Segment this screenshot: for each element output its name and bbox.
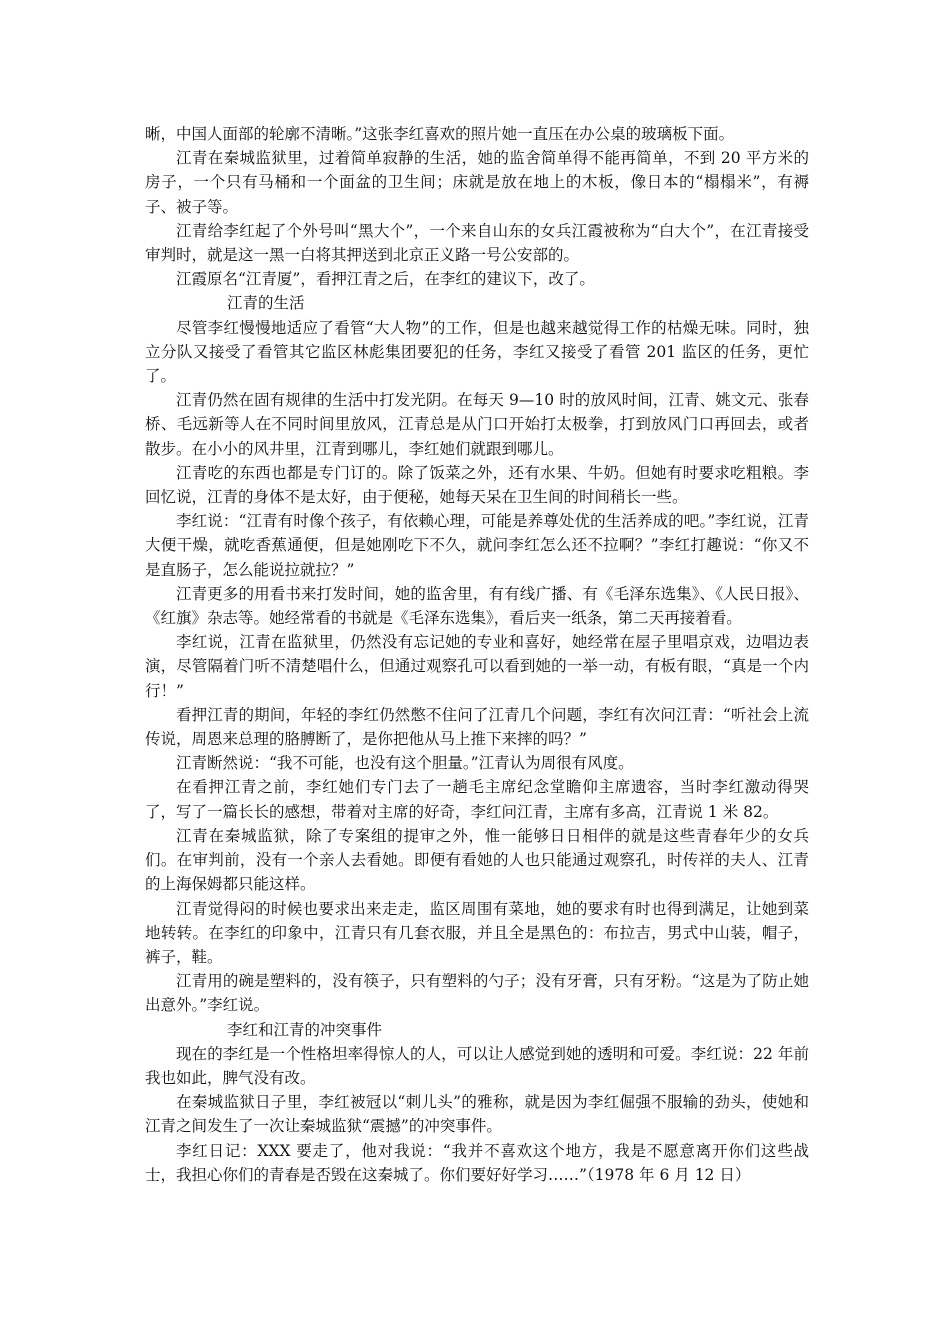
section-heading: 江青的生活: [227, 294, 305, 313]
body-paragraph: 在看押江青之前，李红她们专门去了一趟毛主席纪念堂瞻仰主席遗容，当时李红激动得哭了，写了一篇长长的感想，带着对主席的好奇，李红问江青，主席有多高，江青说 1 米 82。: [145, 778, 809, 821]
body-paragraph: 江青吃的东西也都是专门订的。除了饭菜之外，还有水果、牛奶。但她有时要求吃粗粮。李回忆说，江青的身体不是太好，由于便秘，她每天呆在卫生间的时间稍长一些。: [145, 463, 809, 507]
body-paragraph: 江霞原名“江青厦”，看押江青之后，在李红的建议下，改了。: [176, 270, 595, 289]
body-paragraph: 晰，中国人面部的轮廓不清晰。”这张李红喜欢的照片她一直压在办公桌的玻璃板下面。: [145, 125, 735, 143]
body-paragraph: 看押江青的期间，年轻的李红仍然憋不住问了江青几个问题，李红有次问江青：“听社会上流传说，周恩来总理的胳膊断了，是你把他从马上推下来摔的吗？”: [145, 705, 809, 749]
body-paragraph: 在秦城监狱日子里，李红被冠以“刺儿头”的雅称，就是因为李红倔强不服输的劲头，使她和江青之间发生了一次让秦城监狱“震撼”的冲突事件。: [145, 1093, 809, 1136]
section-heading: 李红和江青的冲突事件: [227, 1020, 383, 1039]
body-paragraph: 尽管李红慢慢地适应了看管“大人物”的工作，但是也越来越觉得工作的枯燥无味。同时，独立分队又接受了看管其它监区林彪集团要犯的任务，李红又接受了看管 201 监区的任务，更忙了。: [145, 318, 809, 386]
body-paragraph: 江青在秦城监狱里，过着简单寂静的生活，她的监舍简单得不能再简单，不到 20 平方米的房子，一个只有马桶和一个面盆的卫生间；床就是放在地上的木板，像日本的“榻榻米”，有褥子、被子等。: [145, 149, 809, 216]
body-paragraph: 李红说：“江青有时像个孩子，有依赖心理，可能是养尊处优的生活养成的吧。”李红说，江青大便干燥，就吃香蕉通便，但是她刚吃下不久，就问李红怎么还不拉啊？”李红打趣说：“你又不是直肠子，怎么能说拉就拉？”: [145, 512, 809, 579]
body-paragraph: 江青更多的用看书来打发时间，她的监舍里，有有线广播、有《毛泽东选集》、《人民日报》、《红旗》杂志等。她经常看的书就是《毛泽东选集》，看后夹一纸条，第二天再接着看。: [145, 584, 809, 628]
body-paragraph: 江青给李红起了个外号叫“黑大个”，一个来自山东的女兵江霞被称为“白大个”，在江青接受审判时，就是这一黑一白将其押送到北京正义路一号公安部的。: [145, 221, 809, 265]
body-paragraph: 李红说，江青在监狱里，仍然没有忘记她的专业和喜好，她经常在屋子里唱京戏，边唱边表演，尽管隔着门听不清楚唱什么，但通过观察孔可以看到她的一举一动，有板有眼，“真是一个内行！”: [145, 633, 809, 700]
body-paragraph: 江青断然说：“我不可能，也没有这个胆量。”江青认为周很有风度。: [176, 754, 634, 773]
body-paragraph: 现在的李红是一个性格坦率得惊人的人，可以让人感觉到她的透明和可爱。李红说：22 年前我也如此，脾气没有改。: [145, 1044, 809, 1087]
body-paragraph: 江青觉得闷的时候也要求出来走走，监区周围有菜地，她的要求有时也得到满足，让她到菜地转转。在李红的印象中，江青只有几套衣服，并且全是黑色的：布拉吉，男式中山装，帽子，裤子，鞋。: [145, 899, 809, 966]
document-page: [145, 122, 809, 1187]
body-paragraph: 江青仍然在固有规律的生活中打发光阴。在每天 9—10 时的放风时间，江青、姚文元、张春桥、毛远新等人在不同时间里放风，江青总是从门口开始打太极拳，打到放风门口再回去，或者散步。在小小的风井里，江青到哪儿，李红她们就跟到哪儿。: [145, 391, 809, 458]
body-paragraph: 李红日记：XXX 要走了，他对我说：“我并不喜欢这个地方，我是不愿意离开你们这些战士，我担心你们的青春是否毁在这秦城了。你们要好好学习……”（1978 年 6 月 12 日）: [145, 1141, 809, 1184]
body-paragraph: 江青用的碗是塑料的，没有筷子，只有塑料的勺子；没有牙膏，只有牙粉。“这是为了防止她出意外。”李红说。: [145, 972, 809, 1015]
body-paragraph: 江青在秦城监狱，除了专案组的提审之外，惟一能够日日相伴的就是这些青春年少的女兵们。在审判前，没有一个亲人去看她。即便有看她的人也只能通过观察孔，时传祥的夫人、江青的上海保姆都只能这样。: [145, 826, 809, 894]
